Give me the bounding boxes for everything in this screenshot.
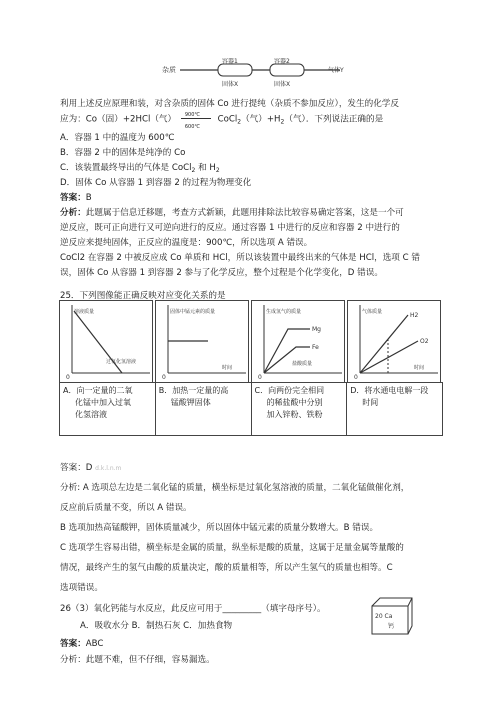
graph-b-ylabel: 固体中锰元素的质量 bbox=[170, 309, 216, 315]
q25-option-b: B．加热一定量的高 锰酸钾固体 bbox=[156, 383, 252, 435]
analysis2-l4: C 选项学生容易出错，横坐标是金属的质量，纵坐标是酸的质量，这属于足量金属等量酸的 bbox=[60, 543, 404, 553]
q25-option-d: D．将水通电电解一段 时间 bbox=[350, 386, 429, 407]
graph-a-origin: 0 bbox=[66, 374, 70, 381]
analysis1-l3: 逆反应来提纯固体，正反应的温度是：900℃，所以选项 A 错误。 bbox=[60, 238, 313, 248]
graph-c bbox=[251, 300, 345, 382]
graph-d-series-o2: O2 bbox=[420, 338, 429, 345]
q25-option-c: C．向两份完全相同 的稀盐酸中分别 加入锌粉、铁粉 bbox=[252, 383, 348, 435]
container-1 bbox=[218, 64, 252, 76]
q25-title: 25．下列图像能正确反映对应变化关系的是 bbox=[60, 291, 226, 301]
below2-label: 固体X bbox=[274, 81, 291, 88]
analysis1-l1: 分析：此题属于信息迁移题，考查方式新颖，此题用排除法比较容易确定答案，这是一个可 bbox=[60, 208, 404, 218]
graph-b-xlabel: 时间 bbox=[222, 365, 233, 371]
intro-line2: 应为：Co（固）+2HCl（气） $\frac{900℃}{600℃}$ CoCl$_2$（气）$+H_2$（气）．下列说法正确的是 bbox=[60, 112, 384, 130]
answer-3: 答案：ABC bbox=[60, 639, 104, 649]
q25-options bbox=[59, 382, 443, 436]
graph-d-series-h2: H2 bbox=[410, 312, 419, 319]
choice-d: D．固体 Co 从容器 1 到容器 2 的过程为物理变化 bbox=[60, 178, 252, 188]
calcium-label-2: 钙 bbox=[388, 623, 395, 630]
q25-option-a: A．向一定量的二氧 化锰中加入过氧 化氢溶液 bbox=[60, 383, 156, 435]
q26-line2: A．吸收水分 B．制热石灰 C．加热食物 bbox=[80, 621, 233, 631]
analysis2-l6: 选项错误。 bbox=[60, 583, 103, 593]
graph-a-ylabel: 溶液质量 bbox=[74, 309, 95, 315]
analysis1-l5: 误，固体 Co 从容器 1 到容器 2 参与了化学反应，整个过程是个化学变化，D 错误。 bbox=[60, 268, 383, 278]
below1-label: 固体X bbox=[222, 81, 239, 88]
watermark: d.k.l.n.m bbox=[95, 465, 122, 472]
right-label: 气体Y bbox=[328, 67, 344, 74]
container-2 bbox=[270, 64, 304, 76]
q26-line1: 26（3）氧化钙能与水反应，此反应可用于_________（填字母序号）。 bbox=[60, 604, 326, 614]
graph-b-origin: 0 bbox=[162, 374, 166, 381]
analysis2-l5: 情况，最终产生的氢气由酸的质量决定，酸的质量相等，所以产生氢气的质量也相等。C bbox=[60, 563, 393, 573]
graph-c-ylabel: 生成氢气的质量 bbox=[266, 309, 302, 315]
graph-d-origin: 0 bbox=[354, 374, 358, 381]
left-label: 杂质 bbox=[162, 66, 176, 74]
box1-label: 容器1 bbox=[222, 58, 238, 65]
graph-c-series-fe: Fe bbox=[312, 344, 319, 351]
analysis1-l2: 逆反应，既可正向进行又可逆向进行的反应。通过容器 1 中进行的反应和容器 2 中进行的 bbox=[60, 223, 400, 233]
answer-2: 答案：D d.k.l.n.m bbox=[60, 463, 122, 473]
graph-d-ylabel: 气体质量 bbox=[362, 309, 383, 315]
reaction-condition: $\frac{900℃}{600℃}$ bbox=[179, 113, 215, 125]
graph-b bbox=[155, 300, 249, 382]
analysis2-l2: 反应前后质量不变，所以 A 错误。 bbox=[60, 503, 192, 513]
graph-a-xlabel: 过氧化氢溶液 bbox=[106, 359, 137, 365]
intro-line1: 利用上述反应原理和装，对含杂质的固体 Co 进行提纯（杂质不参加反应），发生的化学反 bbox=[60, 99, 399, 109]
choice-a: A．容器 1 中的温度为 600℃ bbox=[60, 133, 175, 143]
answer-1: 答案：B bbox=[60, 193, 92, 203]
analysis3: 分析：此题不难，但不仔细，容易漏选。 bbox=[60, 655, 215, 665]
graph-c-series-mg: Mg bbox=[312, 326, 321, 333]
calcium-element-box bbox=[368, 596, 414, 636]
analysis2-l1: 分析: A 选项总左边是二氧化锰的质量，横坐标是过氧化氢溶液的质量，二氧化锰做催化剂， bbox=[60, 483, 410, 493]
calcium-label: 20 Ca bbox=[375, 613, 393, 620]
analysis1-l4: CoCl2 在容器 2 中被反应成 Co 单质和 HCl，所以该装置中最终出来的气体是 HCl，选项 C 错 bbox=[60, 253, 420, 263]
analysis2-l3: B 选项加热高锰酸钾，固体质量减少，所以固体中锰元素的质量分数增大。B 错误。 bbox=[60, 523, 379, 533]
box2-label: 容器2 bbox=[274, 58, 290, 65]
graph-d-xlabel: 时间 bbox=[414, 365, 425, 371]
graph-c-origin: 0 bbox=[258, 374, 262, 381]
choice-c: C．该装置最终导出的气体是 CoCl$_2$ 和 $H_2$ bbox=[60, 163, 220, 174]
graph-a bbox=[59, 300, 153, 382]
choice-b: B．容器 2 中的固体是纯净的 Co bbox=[60, 148, 186, 158]
graph-c-xlabel: 盐酸质量 bbox=[292, 361, 313, 367]
graph-d bbox=[347, 300, 441, 382]
apparatus-diagram bbox=[160, 58, 360, 90]
